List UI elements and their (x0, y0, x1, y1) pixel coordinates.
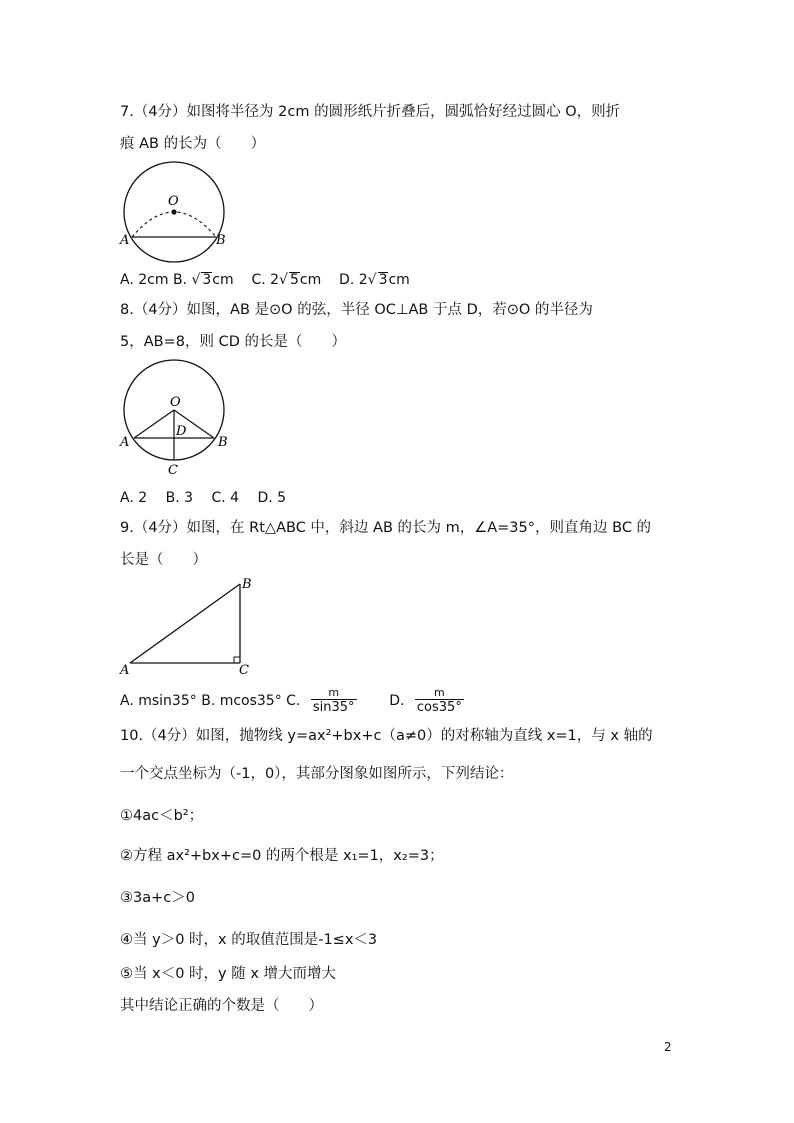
q9-label-c: C (239, 663, 249, 678)
q9-options-a-b: A. msin35° B. mcos35° C. (120, 693, 301, 709)
q10-statement-1: ①4ac＜b²； (120, 808, 204, 824)
q7-options (120, 270, 410, 290)
q7-option-c-prefix: C. 2 (251, 272, 280, 288)
q7-option-d-unit: cm (388, 272, 410, 288)
q8-text-line2: 5，AB=8，则 CD 的长是（ ） (120, 334, 346, 350)
sqrt-sign: √ (367, 272, 377, 288)
sqrt-sign: √ (191, 272, 201, 288)
q9-label-b: B (242, 577, 252, 592)
q7-option-c-radicand: 5 (289, 272, 299, 288)
q8-options: A. 2 B. 3 C. 4 D. 5 (120, 490, 287, 506)
q9-option-d-numerator: m (434, 685, 445, 699)
q7-center-dot (171, 209, 176, 214)
q9-options (120, 686, 470, 716)
q10-statement-2: ②方程 ax²+bx+c=0 的两个根是 x₁=1，x₂=3； (120, 848, 444, 864)
q7-option-c-unit: cm (299, 272, 322, 288)
q10-text-line2: 一个交点坐标为（-1，0），其部分图象如图所示，下列结论： (120, 766, 514, 782)
q7-option-d-radicand: 3 (378, 272, 388, 288)
q8-label-b: B (218, 435, 228, 450)
q7-option-a: A. 2cm (120, 272, 169, 288)
q7-option-b-prefix: B. (172, 272, 187, 288)
q9-option-d-denominator: cos35° (416, 699, 462, 715)
q7-folded-circle-figure (118, 160, 238, 270)
q9-hypotenuse-ab (130, 584, 240, 663)
q9-right-triangle-figure (118, 574, 258, 680)
q8-label-o: O (170, 395, 181, 410)
q9-option-c-fraction (311, 687, 357, 716)
q8-segment-oa (134, 410, 174, 438)
q8-label-a: A (120, 435, 130, 450)
q10-statement-3: ③3a+c＞0 (120, 890, 195, 906)
q7-label-b: B (216, 233, 226, 248)
q10-question-ask: 其中结论正确的个数是（ ） (120, 998, 323, 1014)
q8-text-line1: 8.（4分）如图，AB 是⊙O 的弦，半径 OC⊥AB 于点 D，若⊙O 的半径为 (120, 302, 593, 318)
q9-label-a: A (120, 663, 130, 678)
q9-text-line2: 长是（ ） (120, 552, 207, 568)
q9-text-line1: 9.（4分）如图，在 Rt△ABC 中，斜边 AB 的长为 m，∠A=35°，则直角边 BC 的 (120, 520, 652, 536)
q10-statement-4: ④当 y＞0 时，x 的取值范围是-1≤x＜3 (120, 932, 378, 948)
q9-option-d-fraction (415, 687, 464, 716)
q10-statement-5: ⑤当 x＜0 时，y 随 x 增大而增大 (120, 966, 337, 982)
q7-text-line2: 痕 AB 的长为（ ） (120, 136, 266, 152)
q7-option-d-prefix: D. 2 (339, 272, 368, 288)
q9-option-d-prefix: D. (389, 693, 405, 709)
q8-label-d: D (176, 424, 187, 439)
q8-circle-chord-figure (118, 358, 238, 480)
q9-option-c-numerator: m (328, 685, 340, 699)
q7-text-line1: 7.（4分）如图将半径为 2cm 的圆形纸片折叠后，圆弧恰好经过圆心 O，则折 (120, 104, 621, 120)
page-number: 2 (664, 1040, 672, 1054)
q10-text-line1: 10.（4分）如图，抛物线 y=ax²+bx+c（a≠0）的对称轴为直线 x=1，与 x 轴的 (120, 728, 653, 744)
q7-option-b-radicand: 3 (202, 272, 212, 288)
sqrt-sign: √ (279, 272, 288, 288)
q7-option-b-unit: cm (212, 272, 234, 288)
q9-option-c-denominator: sin35° (312, 699, 355, 715)
q7-folded-arc (132, 212, 216, 237)
q7-label-a: A (120, 233, 130, 248)
q7-label-o: O (168, 194, 179, 209)
q8-label-c: C (168, 463, 178, 478)
